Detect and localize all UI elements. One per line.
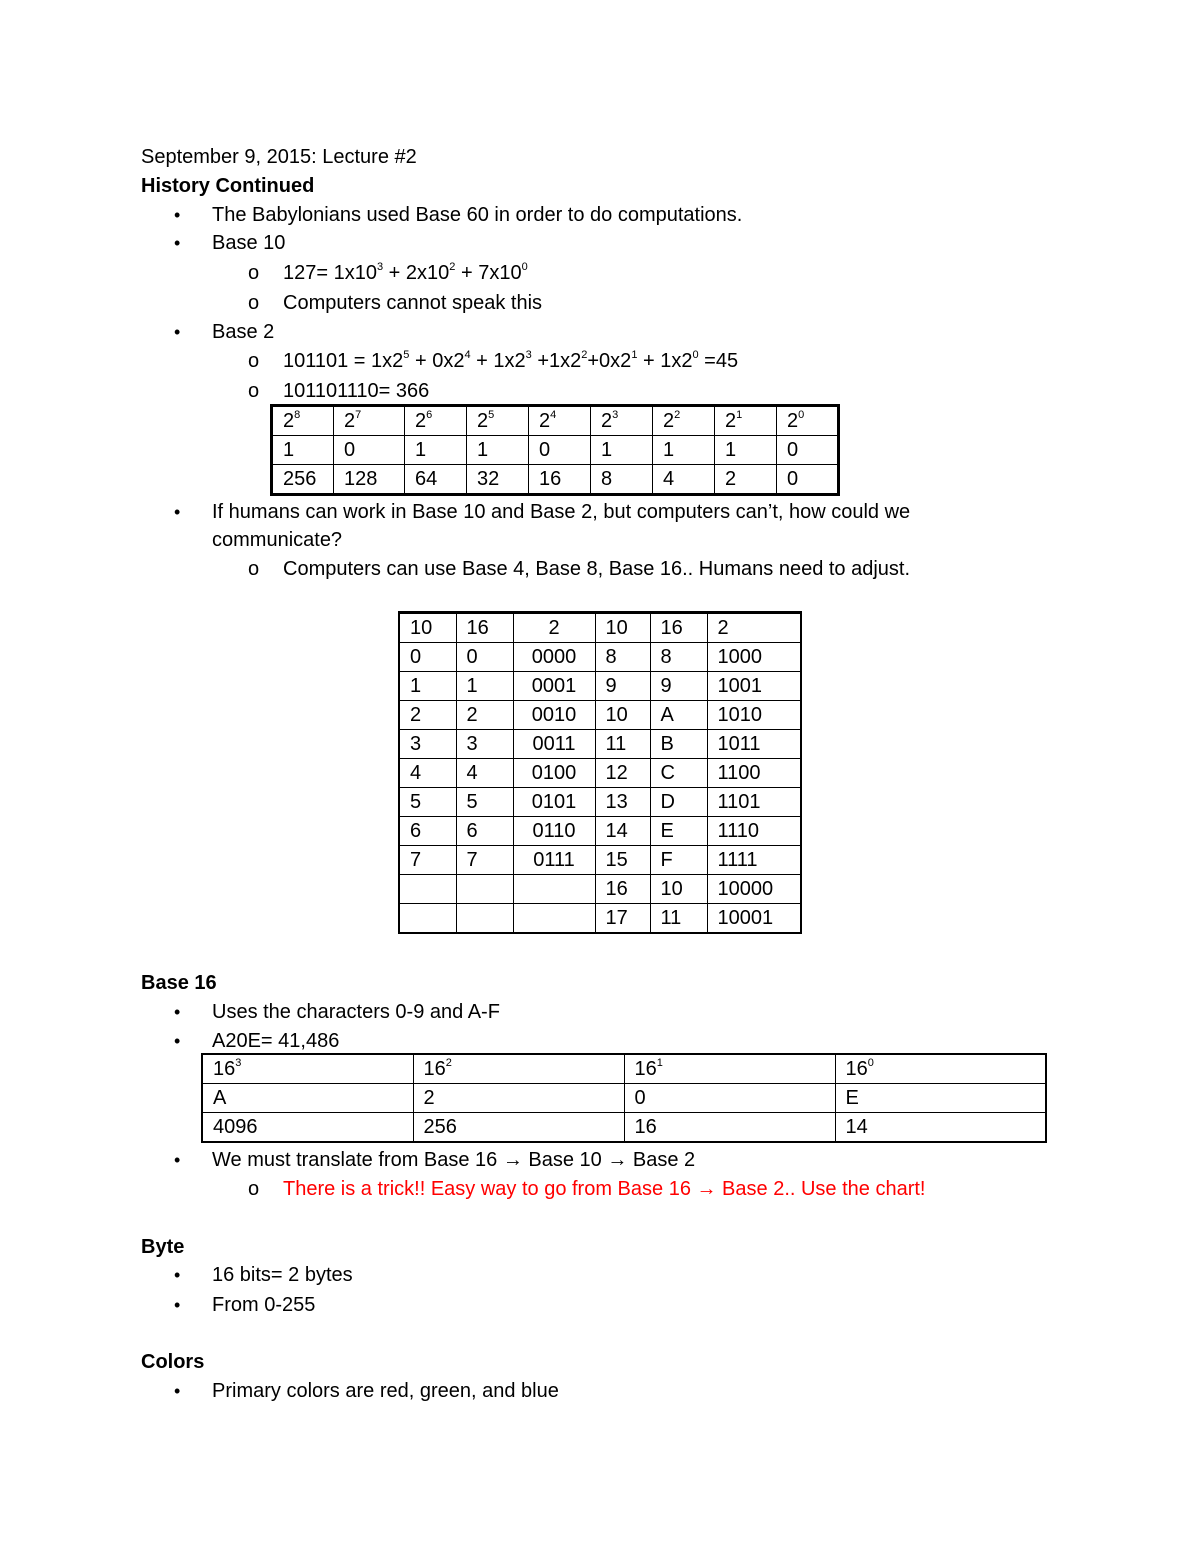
table-row bbox=[399, 643, 801, 672]
list-item: We must translate from Base 16 → Base 10 → Base 2 bbox=[212, 1149, 696, 1171]
table-cell: A bbox=[650, 701, 707, 730]
table-cell: 14 bbox=[595, 817, 650, 846]
table-row bbox=[399, 730, 801, 759]
highlighted-tip: There is a trick!! Easy way to go from Base 16 → Base 2.. Use the chart! bbox=[283, 1178, 926, 1200]
table-cell: 4096 bbox=[202, 1113, 413, 1143]
bullet-icon: • bbox=[174, 1150, 181, 1170]
table-cell: F bbox=[650, 846, 707, 875]
bullet-icon: • bbox=[174, 1295, 181, 1315]
table-cell: 64 bbox=[405, 465, 467, 495]
table-cell: 11 bbox=[595, 730, 650, 759]
table-cell: 256 bbox=[272, 465, 334, 495]
table-cell: 3 bbox=[399, 730, 456, 759]
table-cell: 9 bbox=[595, 672, 650, 701]
table-row bbox=[399, 672, 801, 701]
list-item: $101101 = 1x2^5 + 0x2^4 + 1x2^3 +1x2^2+0x2^1 + 1x2^0 =45$ bbox=[283, 349, 739, 372]
list-item: Computers cannot speak this bbox=[283, 292, 543, 314]
table-cell: 1001 bbox=[707, 672, 801, 701]
table-cell: 7 bbox=[399, 846, 456, 875]
base-conversion-table bbox=[398, 611, 802, 934]
column-header: 10 bbox=[595, 613, 650, 643]
hex-place-value-table bbox=[201, 1053, 1047, 1143]
column-header: 2 bbox=[513, 613, 595, 643]
table-cell: $2^7$ bbox=[334, 406, 405, 436]
list-item: If humans can work in Base 10 and Base 2, but computers can’t, how could we bbox=[212, 501, 911, 523]
table-cell: 15 bbox=[595, 846, 650, 875]
list-item: 16 bits= 2 bytes bbox=[212, 1264, 353, 1286]
table-cell: 1100 bbox=[707, 759, 801, 788]
table-cell: $16^1$ bbox=[624, 1054, 835, 1084]
table-cell: 1000 bbox=[707, 643, 801, 672]
sub-bullet-icon: o bbox=[248, 262, 260, 284]
table-cell bbox=[399, 875, 456, 904]
table-row bbox=[272, 406, 839, 436]
table-row bbox=[399, 904, 801, 934]
table-row bbox=[399, 875, 801, 904]
bullet-icon: • bbox=[174, 502, 181, 522]
sub-bullet-icon: o bbox=[248, 292, 260, 314]
list-item: From 0-255 bbox=[212, 1294, 316, 1316]
table-cell: 1010 bbox=[707, 701, 801, 730]
table-cell: 4 bbox=[456, 759, 513, 788]
table-cell: 6 bbox=[456, 817, 513, 846]
table-cell: 2 bbox=[413, 1084, 624, 1113]
table-cell: $16^0$ bbox=[835, 1054, 1046, 1084]
table-cell: 0000 bbox=[513, 643, 595, 672]
list-item: Uses the characters 0-9 and A-F bbox=[212, 1001, 500, 1023]
table-cell: C bbox=[650, 759, 707, 788]
table-cell: 0001 bbox=[513, 672, 595, 701]
table-cell bbox=[513, 904, 595, 934]
table-cell: 1101 bbox=[707, 788, 801, 817]
table-cell: 7 bbox=[456, 846, 513, 875]
table-cell: 1 bbox=[591, 436, 653, 465]
table-cell: 0010 bbox=[513, 701, 595, 730]
table-cell: 128 bbox=[334, 465, 405, 495]
table-cell: 1 bbox=[272, 436, 334, 465]
table-cell: 10 bbox=[650, 875, 707, 904]
table-cell: $16^3$ bbox=[202, 1054, 413, 1084]
table-cell: 1111 bbox=[707, 846, 801, 875]
section-heading-history: History Continued bbox=[141, 175, 315, 197]
list-item: $127= 1x10^3 + 2x10^2 + 7x10^0$ bbox=[283, 261, 528, 284]
list-item: The Babylonians used Base 60 in order to do computations. bbox=[212, 204, 743, 226]
table-cell: 0100 bbox=[513, 759, 595, 788]
table-cell: D bbox=[650, 788, 707, 817]
table-cell: 2 bbox=[399, 701, 456, 730]
table-cell: 11 bbox=[650, 904, 707, 934]
bullet-icon: • bbox=[174, 1265, 181, 1285]
bullet-icon: • bbox=[174, 205, 181, 225]
table-cell: E bbox=[650, 817, 707, 846]
section-heading-colors: Colors bbox=[141, 1351, 205, 1373]
bullet-icon: • bbox=[174, 1381, 181, 1401]
section-heading-base16: Base 16 bbox=[141, 972, 217, 994]
table-cell: E bbox=[835, 1084, 1046, 1113]
page-title: September 9, 2015: Lecture #2 bbox=[141, 146, 417, 168]
table-cell: $2^1$ bbox=[715, 406, 777, 436]
list-item-continuation: communicate? bbox=[212, 529, 343, 551]
table-cell: 16 bbox=[595, 875, 650, 904]
table-row bbox=[202, 1084, 1046, 1113]
section-heading-byte: Byte bbox=[141, 1236, 185, 1258]
sub-bullet-icon: o bbox=[248, 1178, 260, 1200]
table-cell bbox=[456, 875, 513, 904]
table-cell: 1 bbox=[456, 672, 513, 701]
table-cell: 10 bbox=[595, 701, 650, 730]
table-cell: B bbox=[650, 730, 707, 759]
table-row bbox=[399, 759, 801, 788]
table-cell: 8 bbox=[591, 465, 653, 495]
bullet-icon: • bbox=[174, 322, 181, 342]
table-cell: 14 bbox=[835, 1113, 1046, 1143]
table-cell: 0111 bbox=[513, 846, 595, 875]
table-cell: 0 bbox=[777, 436, 839, 465]
table-cell: 2 bbox=[715, 465, 777, 495]
table-cell: 1 bbox=[405, 436, 467, 465]
table-cell: 4 bbox=[399, 759, 456, 788]
table-cell: 0 bbox=[456, 643, 513, 672]
table-cell: 1110 bbox=[707, 817, 801, 846]
table-cell: 8 bbox=[595, 643, 650, 672]
list-item: 101101110= 366 bbox=[283, 380, 430, 402]
table-cell: 6 bbox=[399, 817, 456, 846]
table-cell bbox=[456, 904, 513, 934]
table-cell: $2^2$ bbox=[653, 406, 715, 436]
table-cell bbox=[399, 904, 456, 934]
table-cell: 0011 bbox=[513, 730, 595, 759]
table-cell: $2^3$ bbox=[591, 406, 653, 436]
sub-bullet-icon: o bbox=[248, 350, 260, 372]
table-cell: 13 bbox=[595, 788, 650, 817]
column-header: 16 bbox=[650, 613, 707, 643]
table-row bbox=[202, 1054, 1046, 1084]
table-cell: 8 bbox=[650, 643, 707, 672]
sub-bullet-icon: o bbox=[248, 558, 260, 580]
bullet-icon: • bbox=[174, 1002, 181, 1022]
table-cell: 32 bbox=[467, 465, 529, 495]
list-item: Base 10 bbox=[212, 232, 286, 254]
table-cell: 0 bbox=[777, 465, 839, 495]
table-cell: 12 bbox=[595, 759, 650, 788]
column-header: 16 bbox=[456, 613, 513, 643]
table-cell: 5 bbox=[456, 788, 513, 817]
table-cell: $2^0$ bbox=[777, 406, 839, 436]
table-cell: 5 bbox=[399, 788, 456, 817]
list-item: A20E= 41,486 bbox=[212, 1030, 340, 1052]
table-cell: 9 bbox=[650, 672, 707, 701]
table-cell: 10001 bbox=[707, 904, 801, 934]
table-cell: 17 bbox=[595, 904, 650, 934]
table-row bbox=[272, 465, 839, 495]
table-cell: $2^8$ bbox=[272, 406, 334, 436]
table-cell: $16^2$ bbox=[413, 1054, 624, 1084]
table-cell: 1 bbox=[467, 436, 529, 465]
bullet-icon: • bbox=[174, 1031, 181, 1051]
table-cell: 1 bbox=[399, 672, 456, 701]
table-cell: 0 bbox=[334, 436, 405, 465]
table-cell: 256 bbox=[413, 1113, 624, 1143]
column-header: 2 bbox=[707, 613, 801, 643]
column-header: 10 bbox=[399, 613, 456, 643]
table-cell: $2^6$ bbox=[405, 406, 467, 436]
table-cell: 1011 bbox=[707, 730, 801, 759]
table-cell: 16 bbox=[624, 1113, 835, 1143]
list-item: Computers can use Base 4, Base 8, Base 16.. Humans need to adjust. bbox=[283, 558, 911, 580]
list-item: Primary colors are red, green, and blue bbox=[212, 1380, 559, 1402]
table-cell: 0110 bbox=[513, 817, 595, 846]
bullet-icon: • bbox=[174, 233, 181, 253]
table-cell: 3 bbox=[456, 730, 513, 759]
table-row bbox=[399, 788, 801, 817]
table-cell: 2 bbox=[456, 701, 513, 730]
table-header-row bbox=[399, 613, 801, 643]
table-cell: $2^5$ bbox=[467, 406, 529, 436]
table-row bbox=[202, 1113, 1046, 1143]
table-row bbox=[399, 817, 801, 846]
list-item: Base 2 bbox=[212, 321, 275, 343]
table-cell: A bbox=[202, 1084, 413, 1113]
table-row bbox=[399, 701, 801, 730]
table-cell: 0 bbox=[624, 1084, 835, 1113]
sub-bullet-icon: o bbox=[248, 380, 260, 402]
table-cell: 0101 bbox=[513, 788, 595, 817]
table-cell: 1 bbox=[653, 436, 715, 465]
table-cell: 1 bbox=[715, 436, 777, 465]
table-cell: 0 bbox=[399, 643, 456, 672]
table-cell: 0 bbox=[529, 436, 591, 465]
table-cell bbox=[513, 875, 595, 904]
table-row bbox=[272, 436, 839, 465]
table-cell: 10000 bbox=[707, 875, 801, 904]
table-cell: $2^4$ bbox=[529, 406, 591, 436]
table-row bbox=[399, 846, 801, 875]
table-cell: 16 bbox=[529, 465, 591, 495]
powers-of-two-table bbox=[270, 404, 840, 496]
table-cell: 4 bbox=[653, 465, 715, 495]
